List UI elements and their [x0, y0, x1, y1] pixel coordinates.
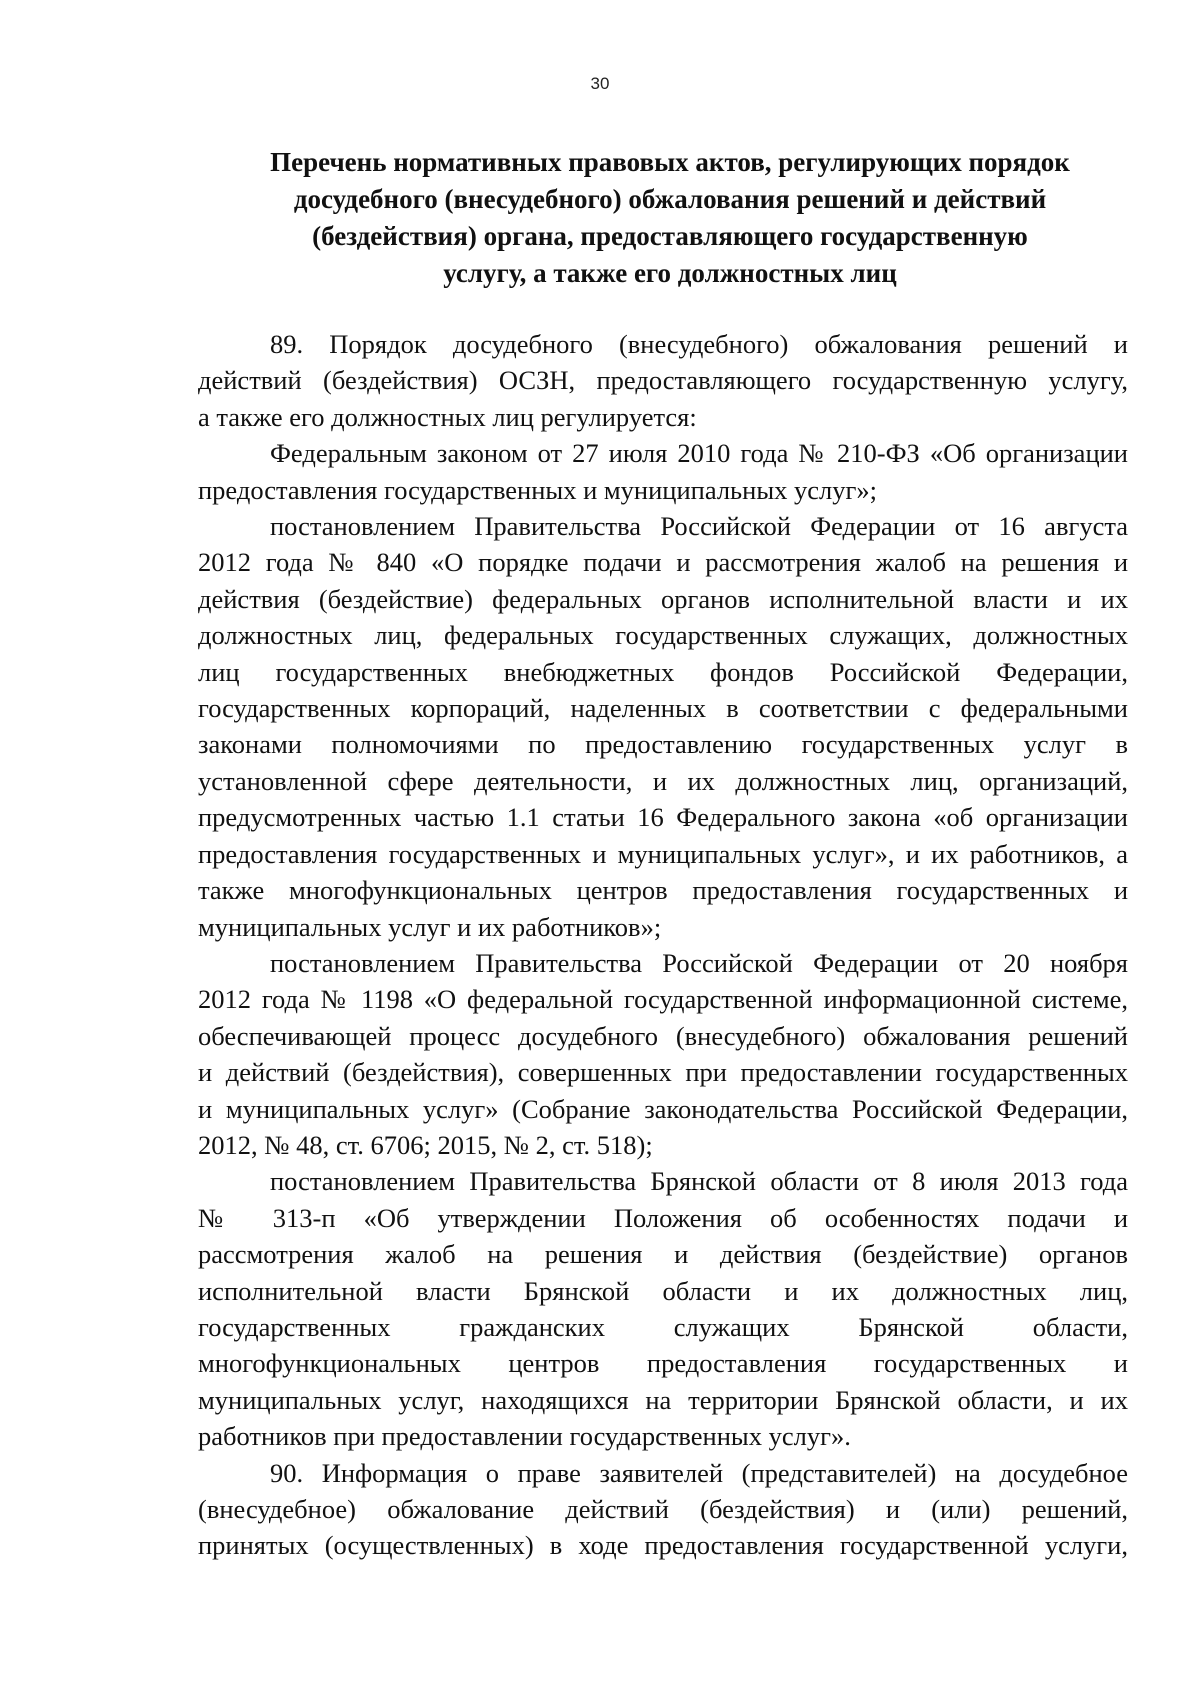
text-line: исполнительной власти Брянской области и их должностных лиц,: [198, 1275, 1128, 1306]
paragraph: [198, 1163, 1128, 1454]
heading-line: Перечень нормативных правовых актов, регулирующих порядок: [270, 147, 1070, 177]
paragraph: [198, 945, 1128, 1163]
text-line: и муниципальных услуг» (Собрание законодательства Российской Федерации,: [198, 1093, 1128, 1124]
text-line: и действий (бездействия), совершенных при предоставлении государственных: [198, 1057, 1128, 1088]
text-line: также многофункциональных центров предоставления государственных и: [198, 875, 1128, 906]
text-line: установленной сфере деятельности, и их должностных лиц, организаций,: [198, 765, 1128, 796]
text-line: 90. Информация о праве заявителей (представителей) на досудебное: [270, 1457, 1128, 1488]
text-line: муниципальных услуг и их работников»;: [198, 911, 662, 942]
paragraph: [198, 326, 1128, 435]
text-line: должностных лиц, федеральных государственных служащих, должностных: [198, 620, 1128, 651]
text-line: 2012 года № 840 «О порядке подачи и рассмотрения жалоб на решения и: [198, 547, 1128, 578]
text-line: многофункциональных центров предоставления государственных и: [198, 1348, 1128, 1379]
text-line: принятых (осуществленных) в ходе предоставления государственной услуги,: [198, 1530, 1128, 1561]
text-line: законами полномочиями по предоставлению государственных услуг в: [198, 729, 1128, 760]
text-line: постановлением Правительства Российской Федерации от 20 ноября: [270, 947, 1128, 978]
text-line: муниципальных услуг, находящихся на территории Брянской области, и их: [198, 1384, 1128, 1415]
text-line: постановлением Правительства Российской Федерации от 16 августа: [270, 511, 1128, 542]
document-body: [198, 326, 1128, 1564]
page-number: 30: [590, 74, 610, 93]
text-line: обеспечивающей процесс досудебного (внесудебного) обжалования решений: [198, 1020, 1128, 1051]
heading-line: услугу, а также его должностных лиц: [443, 258, 897, 288]
section-heading: [250, 144, 1090, 292]
paragraph: [198, 508, 1128, 945]
paragraph: [198, 435, 1128, 508]
text-line: государственных корпораций, наделенных в соответствии с федеральными: [198, 693, 1128, 724]
text-line: 2012, № 48, ст. 6706; 2015, № 2, ст. 518);: [198, 1129, 653, 1160]
text-line: Федеральным законом от 27 июля 2010 года № 210-ФЗ «Об организации: [270, 438, 1128, 469]
text-line: предусмотренных частью 1.1 статьи 16 Федерального закона «об организации: [198, 802, 1128, 833]
text-line: 2012 года № 1198 «О федеральной государственной информационной системе,: [198, 984, 1128, 1015]
text-line: № 313-п «Об утверждении Положения об особенностях подачи и: [198, 1202, 1128, 1233]
text-line: а также его должностных лиц регулируется:: [198, 401, 697, 432]
text-line: государственных гражданских служащих Брянской области,: [198, 1311, 1128, 1342]
text-line: постановлением Правительства Брянской области от 8 июля 2013 года: [270, 1166, 1128, 1197]
heading-line: досудебного (внесудебного) обжалования решений и действий: [293, 184, 1047, 214]
text-line: предоставления государственных и муниципальных услуг», и их работников, а: [198, 838, 1128, 869]
text-line: 89. Порядок досудебного (внесудебного) обжалования решений и: [270, 329, 1128, 359]
text-line: рассмотрения жалоб на решения и действия (бездействие) органов: [198, 1239, 1128, 1270]
text-line: действий (бездействия) ОСЗН, предоставляющего государственную услугу,: [198, 365, 1128, 396]
text-line: предоставления государственных и муниципальных услуг»;: [198, 474, 877, 505]
text-line: работников при предоставлении государственных услуг».: [198, 1421, 851, 1452]
text-line: (внесудебное) обжалование действий (бездействия) и (или) решений,: [198, 1494, 1128, 1524]
paragraph: [198, 1455, 1128, 1564]
heading-line: (бездействия) органа, предоставляющего государственную: [312, 221, 1028, 251]
text-line: лиц государственных внебюджетных фондов Российской Федерации,: [198, 656, 1128, 687]
text-line: действия (бездействие) федеральных органов исполнительной власти и их: [198, 583, 1128, 614]
